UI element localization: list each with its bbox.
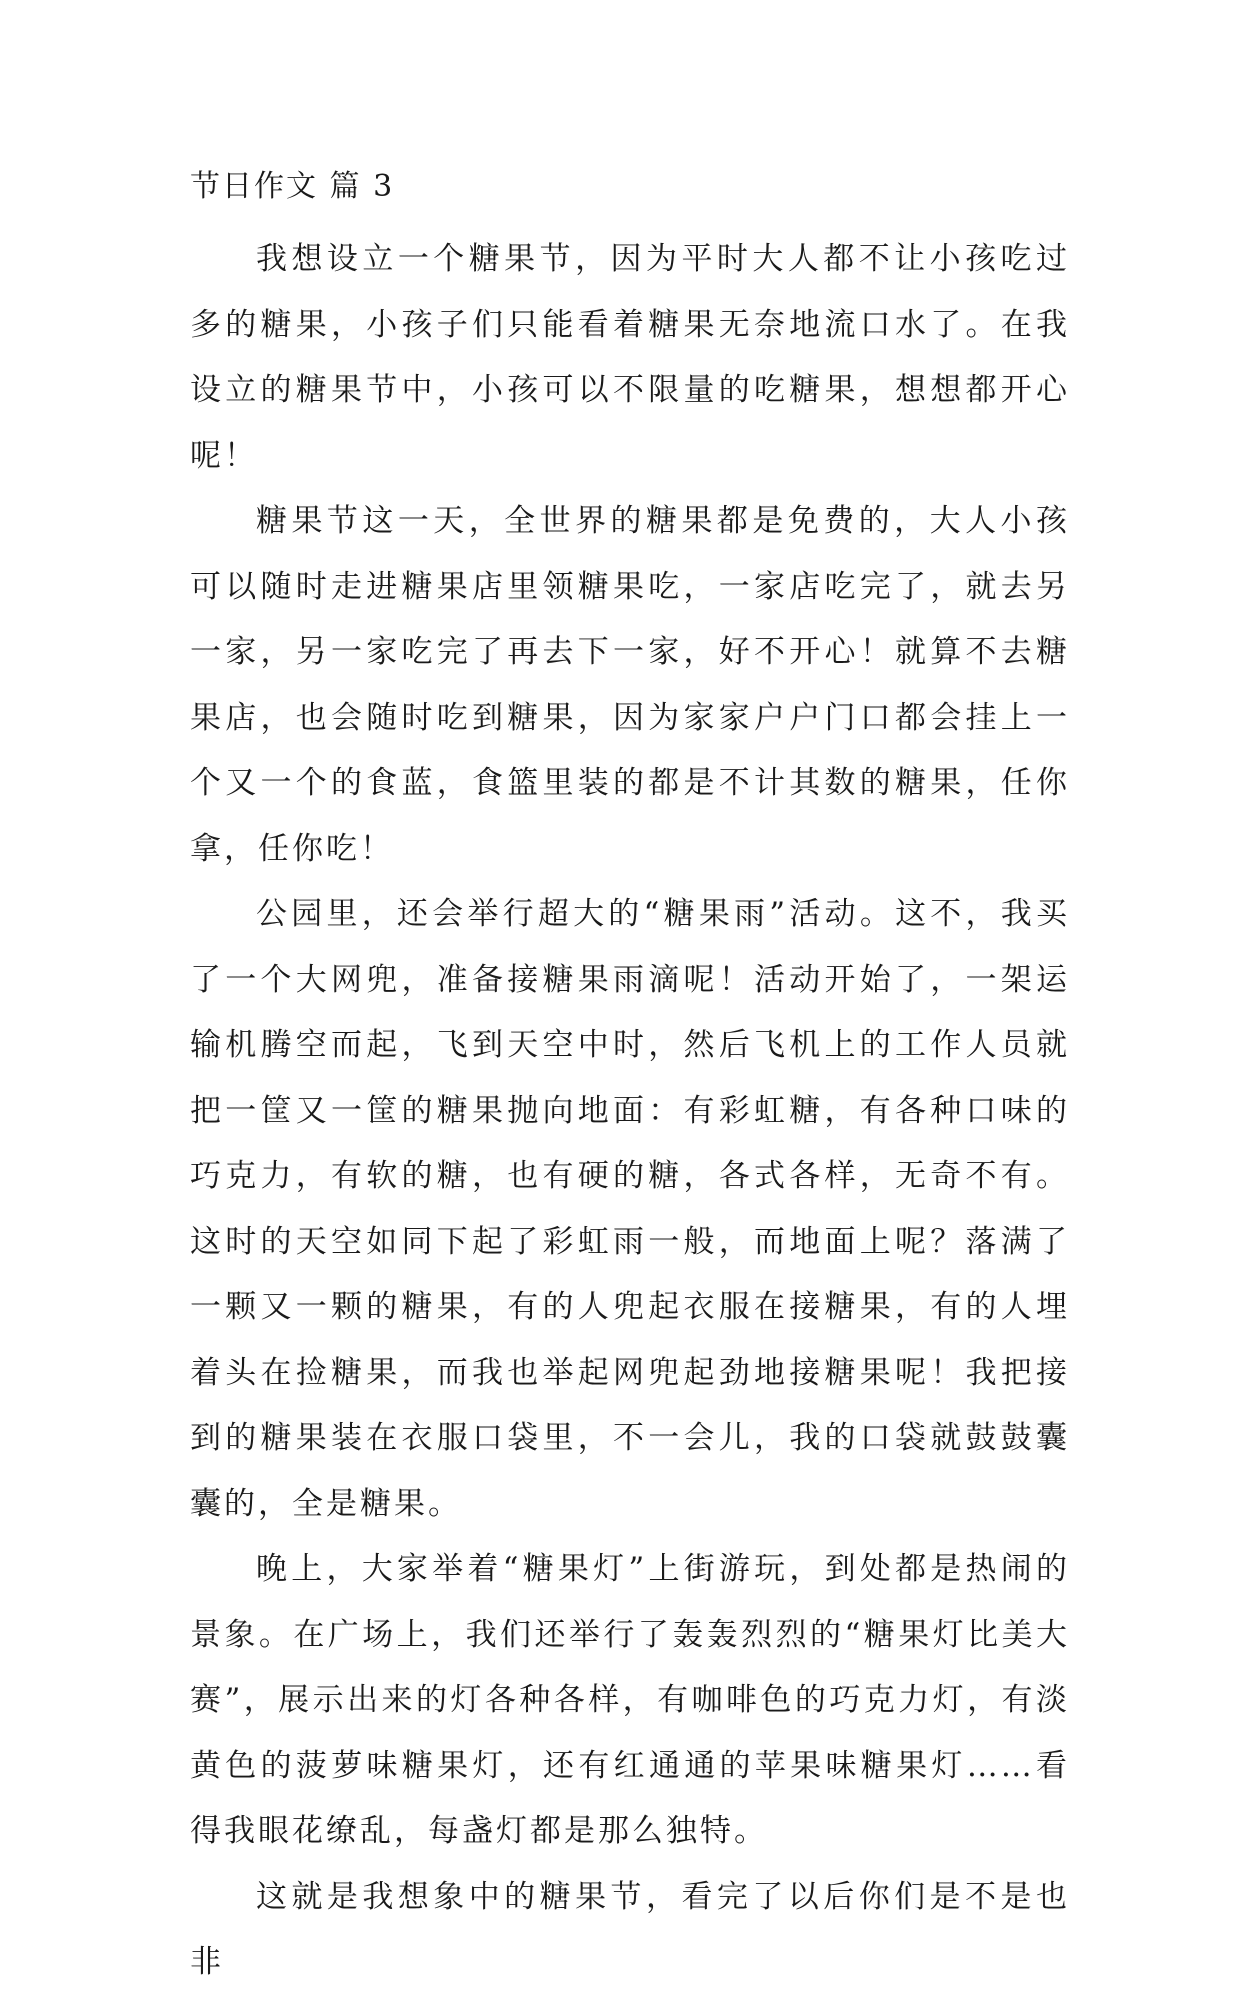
paragraph-1: 我想设立一个糖果节，因为平时大人都不让小孩吃过多的糖果，小孩子们只能看着糖果无奈地流口水了。在我设立的糖果节中，小孩可以不限量的吃糖果，想想都开心呢！ <box>190 241 1070 474</box>
paragraph-5: 这就是我想象中的糖果节，看完了以后你们是不是也非 <box>190 1878 1070 1980</box>
paragraph-4: 晚上，大家举着“糖果灯”上街游玩，到处都是热闹的景象。在广场上，我们还举行了轰轰烈烈的“糖果灯比美大赛”，展示出来的灯各种各样，有咖啡色的巧克力灯，有淡黄色的菠萝味糖果灯，还有红通通的苹果味糖果灯……看得我眼花缭乱，每盏灯都是那么独特。 <box>190 1551 1070 1849</box>
paragraph-2: 糖果节这一天，全世界的糖果都是免费的，大人小孩可以随时走进糖果店里领糖果吃，一家店吃完了，就去另一家，另一家吃完了再去下一家，好不开心！就算不去糖果店，也会随时吃到糖果，因为家家户户门口都会挂上一个又一个的食蓝，食篮里装的都是不计其数的糖果，任你拿，任你吃！ <box>190 503 1070 867</box>
document-title: 节日作文 篇 3 <box>190 169 395 204</box>
paragraph-3: 公园里，还会举行超大的“糖果雨”活动。这不，我买了一个大网兜，准备接糖果雨滴呢！活动开始了，一架运输机腾空而起，飞到天空中时，然后飞机上的工作人员就把一筐又一筐的糖果抛向地面：有彩虹糖，有各种口味的巧克力，有软的糖，也有硬的糖，各式各样，无奇不有。这时的天空如同下起了彩虹雨一般，而地面上呢？落满了一颗又一颗的糖果，有的人兜起衣服在接糖果，有的人埋着头在捡糖果，而我也举起网兜起劲地接糖果呢！我把接到的糖果装在衣服口袋里，不一会儿，我的口袋就鼓鼓囊囊的，全是糖果。 <box>190 896 1070 1522</box>
document-page <box>190 165 1070 1996</box>
